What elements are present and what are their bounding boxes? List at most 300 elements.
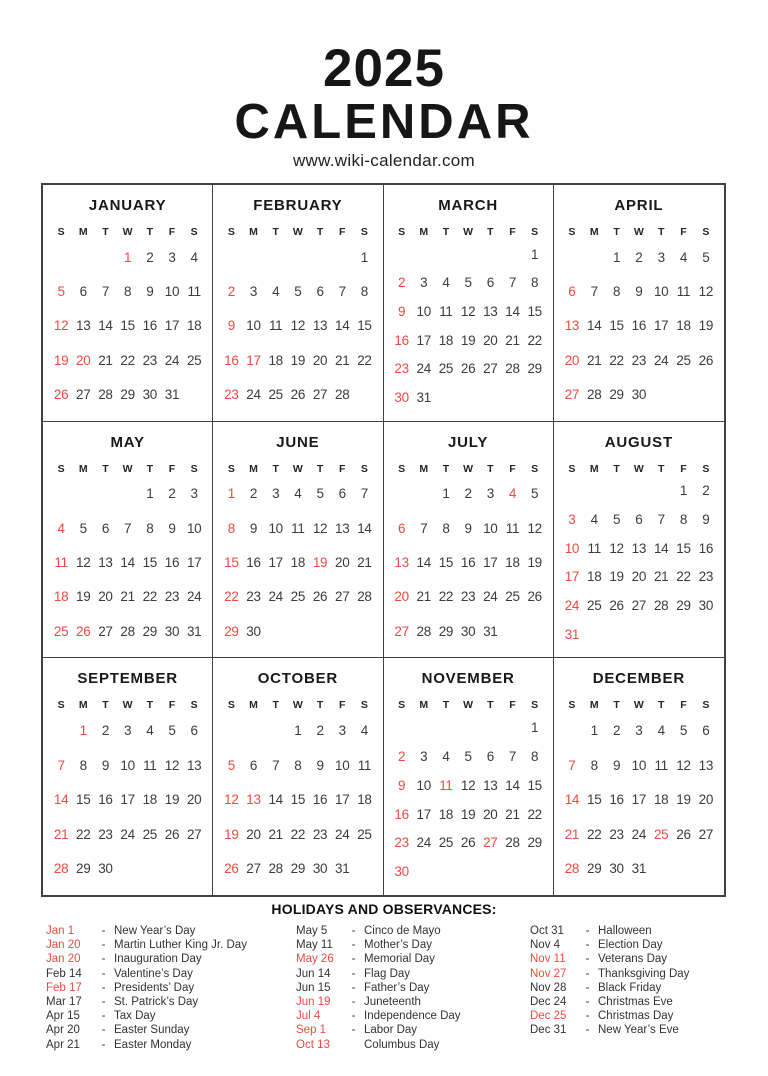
weekday-header: S [57, 226, 65, 238]
date-cell: 17 [631, 792, 647, 808]
date-cell: 9 [635, 283, 643, 299]
month-name: MAY [110, 433, 145, 451]
date-cell: 18 [357, 792, 372, 808]
date-cell: 21 [335, 352, 350, 368]
week-row [391, 511, 546, 545]
date-cell: 8 [590, 757, 598, 773]
date-cell: 12 [676, 757, 691, 773]
weekday-header: M [249, 699, 258, 712]
date-cell: 6 [249, 757, 258, 773]
date-cell: 23 [631, 352, 647, 368]
date-cell: 25 [587, 597, 602, 613]
date-cell: 2 [397, 749, 406, 764]
weekday-header: T [102, 462, 109, 475]
date-cell: 10 [164, 283, 180, 299]
month-name: APRIL [614, 197, 664, 214]
holiday-dash: - [101, 953, 106, 966]
date-cell: 29 [290, 861, 306, 877]
holiday-dash: - [351, 1024, 356, 1037]
date-cell: 12 [224, 792, 239, 808]
holiday-name: Tax Day [114, 1010, 156, 1023]
week-row [561, 713, 717, 748]
weeks [391, 240, 546, 412]
date-cell: 13 [186, 757, 202, 773]
date-cell: 29 [224, 623, 239, 639]
date-cell: 7 [101, 283, 110, 299]
holiday-date: Mar 17 [46, 996, 82, 1009]
date-cell: 25 [357, 826, 372, 842]
week-row [50, 274, 205, 308]
weekday-header: S [57, 699, 65, 712]
date-cell: 26 [224, 861, 239, 877]
date-cell: 4 [442, 749, 450, 764]
date-cell: 22 [290, 826, 306, 842]
date-cell: 19 [290, 352, 306, 368]
date-cell: 1 [442, 486, 450, 502]
holiday-name: Columbus Day [364, 1038, 440, 1051]
holiday-row [296, 1038, 530, 1052]
week-row [391, 580, 546, 614]
holiday-date: Apr 21 [46, 1038, 80, 1051]
date-cell: 31 [564, 626, 580, 642]
month-name: JULY [448, 433, 489, 451]
holiday-name: Easter Sunday [114, 1024, 190, 1037]
holiday-name: Flag Day [364, 967, 411, 980]
date-cell: 2 [146, 249, 154, 265]
week-row [561, 620, 717, 649]
date-cell: 26 [676, 826, 691, 842]
date-cell: 22 [438, 589, 454, 605]
date-cell: 9 [146, 283, 154, 299]
date-cell: 18 [676, 318, 691, 334]
date-cell: 28 [587, 386, 602, 402]
date-cell: 19 [527, 554, 542, 570]
holiday-row [530, 952, 750, 966]
date-cell: 22 [676, 569, 691, 585]
holiday-row [46, 1009, 296, 1023]
date-cell: 11 [143, 757, 157, 773]
date-cell: 29 [527, 835, 542, 851]
holiday-dash: - [351, 1010, 356, 1023]
holiday-row [46, 938, 296, 952]
date-cell: 18 [53, 589, 69, 605]
holiday-row [530, 924, 750, 938]
weekday-header: S [360, 462, 368, 475]
holiday-date: Jun 19 [296, 996, 331, 1009]
week-row [391, 828, 546, 857]
date-cell: 16 [98, 792, 113, 808]
date-cell: 2 [464, 486, 472, 502]
date-cell: 5 [612, 512, 621, 528]
date-cell: 7 [568, 757, 576, 773]
weekday-header: F [339, 462, 346, 475]
date-cell: 14 [268, 792, 283, 808]
weekday-header: T [146, 699, 153, 712]
holiday-row [46, 924, 296, 938]
date-cell: 12 [698, 283, 714, 299]
date-cell: 16 [224, 352, 239, 368]
month-name: JANUARY [88, 197, 167, 214]
date-cell: 14 [587, 318, 602, 334]
weekday-header: S [702, 462, 710, 475]
month-november [384, 658, 554, 895]
weeks [391, 477, 546, 649]
date-cell: 15 [76, 792, 91, 808]
holiday-row [296, 981, 530, 995]
holiday-date: May 5 [296, 925, 328, 937]
date-cell: 24 [246, 386, 261, 402]
holiday-date: Sep 1 [296, 1024, 327, 1037]
holiday-row [530, 1009, 750, 1023]
date-cell: 26 [76, 623, 91, 639]
week-row [220, 274, 375, 308]
weekday-header: S [531, 699, 539, 712]
weekday-header: T [442, 462, 450, 475]
date-cell: 12 [460, 304, 476, 320]
date-cell: 8 [531, 275, 539, 291]
week-row [391, 771, 546, 800]
date-cell: 26 [312, 589, 328, 605]
date-cell: 23 [164, 589, 180, 605]
month-june [213, 422, 383, 659]
week-row [561, 505, 717, 534]
date-cell: 2 [702, 483, 710, 499]
date-cell: 18 [438, 332, 454, 348]
date-cell: 19 [460, 806, 476, 822]
date-cell: 29 [76, 861, 91, 877]
date-cell: 17 [416, 332, 431, 348]
holiday-row [530, 967, 750, 981]
date-cell: 9 [249, 520, 258, 536]
holiday-row [46, 981, 296, 995]
weekday-header: M [419, 462, 429, 475]
date-cell: 27 [246, 861, 261, 877]
weekday-header: W [633, 226, 644, 238]
holiday-dash: - [101, 1024, 106, 1037]
date-cell: 10 [564, 540, 580, 556]
weekday-header: T [272, 462, 279, 475]
date-cell: 24 [164, 352, 180, 368]
weeks [220, 713, 375, 886]
weekday-header: F [680, 699, 687, 712]
date-cell: 25 [268, 386, 283, 402]
holiday-name: Thanksgiving Day [598, 967, 690, 980]
month-january [43, 185, 213, 422]
weekday-header: S [398, 699, 406, 712]
date-cell: 13 [631, 540, 647, 556]
date-cell: 30 [142, 386, 157, 402]
date-cell: 5 [531, 486, 539, 502]
date-cell: 30 [98, 861, 113, 877]
date-cell: 21 [505, 806, 520, 822]
date-cell: 1 [590, 723, 598, 739]
date-cell: 14 [564, 792, 580, 808]
date-cell: 18 [290, 554, 306, 570]
date-cell: 20 [394, 589, 409, 605]
holiday-name: Juneteenth [364, 996, 421, 1009]
weekday-header: T [613, 699, 620, 712]
holiday-dash: - [585, 967, 590, 980]
date-cell: 8 [227, 520, 235, 536]
date-cell: 13 [335, 520, 350, 536]
weekday-header: S [531, 462, 539, 475]
week-row [391, 297, 546, 326]
date-cell: 6 [702, 723, 710, 739]
holiday-date: Nov 28 [530, 981, 567, 994]
holiday-date: Dec 24 [530, 996, 567, 1009]
weekday-header: S [227, 226, 235, 238]
weeks [220, 240, 375, 412]
date-cell: 6 [568, 283, 576, 299]
holiday-dash: - [101, 1038, 106, 1051]
date-cell: 7 [360, 486, 369, 502]
date-cell: 22 [527, 332, 542, 348]
holiday-dash: - [351, 925, 356, 937]
weekday-header: F [680, 462, 687, 475]
date-cell: 8 [146, 520, 154, 536]
date-cell: 27 [394, 623, 409, 639]
holiday-date: Dec 31 [530, 1024, 567, 1037]
date-cell: 19 [76, 589, 91, 605]
week-row [561, 817, 717, 852]
date-cell: 13 [312, 318, 328, 334]
holiday-date: May 11 [296, 939, 333, 952]
date-cell: 16 [142, 318, 157, 334]
holiday-dash: - [101, 925, 106, 937]
date-cell: 16 [460, 554, 476, 570]
date-cell: 28 [335, 386, 350, 402]
date-cell: 7 [657, 512, 665, 528]
date-cell: 17 [120, 792, 135, 808]
week-row [220, 713, 375, 748]
holiday-date: Jan 20 [46, 953, 81, 966]
date-cell: 15 [676, 540, 691, 556]
weekday-header: T [146, 462, 153, 475]
week-row [50, 580, 205, 614]
date-cell: 4 [508, 486, 517, 502]
date-cell: 24 [120, 826, 135, 842]
date-cell: 28 [357, 589, 372, 605]
weeks [561, 240, 717, 412]
holiday-name: Mother’s Day [364, 939, 432, 952]
date-cell: 30 [394, 864, 409, 880]
holiday-name: Memorial Day [364, 953, 435, 966]
date-cell: 24 [268, 589, 283, 605]
date-cell: 2 [316, 723, 324, 739]
weekday-header: T [657, 226, 665, 238]
weekday-header: M [419, 699, 429, 712]
date-cell: 27 [312, 386, 328, 402]
date-cell: 30 [246, 623, 261, 639]
holiday-dash: - [351, 939, 356, 952]
date-cell: 16 [394, 332, 409, 348]
date-cell: 12 [460, 777, 476, 793]
holidays-title: HOLIDAYS AND OBSERVANCES: [271, 901, 497, 917]
date-cell: 15 [357, 318, 372, 334]
date-cell: 8 [679, 512, 688, 528]
date-cell: 20 [564, 352, 580, 368]
weekday-header: F [509, 462, 516, 475]
date-cell: 26 [609, 597, 624, 613]
date-cell: 1 [146, 486, 154, 502]
weekday-header-row [391, 699, 546, 711]
date-cell: 11 [54, 554, 68, 570]
month-name: AUGUST [604, 433, 673, 451]
holiday-dash: - [101, 996, 106, 1009]
month-april [554, 185, 724, 422]
date-cell: 11 [357, 757, 372, 773]
holiday-name: New Year’s Day [114, 925, 196, 937]
date-cell: 10 [483, 520, 498, 536]
date-cell: 10 [416, 304, 431, 320]
date-cell: 20 [76, 352, 91, 368]
date-cell: 26 [460, 361, 476, 377]
week-row [220, 240, 375, 274]
date-cell: 3 [249, 283, 258, 299]
holiday-dash: - [585, 981, 590, 994]
holiday-dash: - [585, 1010, 590, 1023]
date-cell: 16 [698, 540, 714, 556]
date-cell: 28 [653, 597, 669, 613]
date-cell: 20 [186, 792, 202, 808]
date-cell: 13 [483, 304, 498, 320]
date-cell: 20 [631, 569, 647, 585]
date-cell: 19 [224, 826, 239, 842]
date-cell: 11 [439, 304, 453, 320]
week-row [391, 354, 546, 383]
weekday-header: S [531, 226, 539, 238]
date-cell: 9 [101, 757, 110, 773]
weekday-header-row [220, 463, 375, 475]
weekday-header: S [398, 226, 406, 238]
date-cell: 16 [631, 318, 647, 334]
holiday-name: St. Patrick’s Day [114, 996, 199, 1009]
week-row [561, 562, 717, 591]
weekday-header: T [316, 699, 324, 712]
date-cell: 1 [531, 246, 539, 262]
holiday-name: Independence Day [364, 1010, 461, 1023]
date-cell: 23 [246, 589, 261, 605]
date-cell: 17 [416, 806, 431, 822]
date-cell: 1 [294, 723, 302, 739]
week-row [220, 309, 375, 343]
date-cell: 5 [57, 283, 65, 299]
date-cell: 3 [657, 249, 665, 265]
date-cell: 21 [98, 352, 113, 368]
date-cell: 12 [76, 554, 91, 570]
week-row [391, 477, 546, 511]
date-cell: 28 [416, 623, 431, 639]
date-cell: 15 [609, 318, 624, 334]
date-cell: 7 [508, 275, 517, 291]
date-cell: 21 [564, 826, 580, 842]
date-cell: 28 [120, 623, 135, 639]
month-name: SEPTEMBER [77, 670, 178, 688]
date-cell: 7 [272, 757, 280, 773]
weeks [391, 713, 546, 886]
month-july [384, 422, 554, 659]
weekday-header: S [568, 462, 576, 475]
date-cell: 20 [312, 352, 328, 368]
date-cell: 22 [527, 806, 542, 822]
date-cell: 15 [142, 554, 157, 570]
date-cell: 31 [335, 861, 350, 877]
week-row [50, 748, 205, 783]
date-cell: 9 [702, 512, 710, 528]
date-cell: 3 [635, 723, 643, 739]
week-row [391, 240, 546, 269]
date-cell: 6 [316, 283, 324, 299]
holiday-name: Black Friday [598, 981, 662, 994]
date-cell: 3 [420, 275, 428, 291]
week-row [220, 748, 375, 783]
title-block [0, 39, 768, 171]
date-cell: 28 [505, 361, 520, 377]
week-row [220, 782, 375, 817]
date-cell: 6 [101, 520, 110, 536]
date-cell: 17 [335, 792, 350, 808]
date-cell: 11 [505, 520, 520, 536]
weeks [561, 713, 717, 886]
holiday-column-1 [46, 924, 296, 1052]
month-name: FEBRUARY [253, 197, 343, 214]
date-cell: 22 [76, 826, 91, 842]
date-cell: 6 [338, 486, 346, 502]
week-row [561, 343, 717, 377]
date-cell: 4 [590, 512, 598, 528]
week-row [391, 857, 546, 886]
holiday-date: Jan 20 [46, 939, 81, 952]
date-cell: 6 [486, 749, 494, 764]
date-cell: 22 [609, 352, 624, 368]
date-cell: 14 [98, 318, 113, 334]
weeks [561, 477, 717, 649]
date-cell: 10 [246, 318, 261, 334]
date-cell: 11 [187, 283, 201, 299]
week-row [220, 377, 375, 411]
date-cell: 17 [268, 554, 283, 570]
date-cell: 22 [224, 589, 239, 605]
holiday-dash: - [351, 981, 356, 994]
date-cell: 26 [527, 589, 542, 605]
date-cell: 2 [612, 723, 621, 739]
month-may [43, 422, 213, 659]
date-cell: 23 [698, 569, 714, 585]
year-title: 2025 [323, 39, 445, 98]
date-cell: 4 [272, 283, 280, 299]
week-row [561, 477, 717, 506]
week-row [391, 614, 546, 648]
month-february [213, 185, 383, 422]
date-cell: 12 [164, 757, 180, 773]
weekday-header-row [220, 699, 375, 711]
date-cell: 5 [79, 520, 87, 536]
week-row [50, 817, 205, 852]
date-cell: 17 [164, 318, 180, 334]
holiday-name: Presidents’ Day [114, 981, 195, 994]
date-cell: 19 [698, 318, 714, 334]
date-cell: 4 [442, 275, 450, 291]
date-cell: 16 [394, 806, 409, 822]
date-cell: 30 [164, 623, 180, 639]
date-cell: 9 [464, 520, 472, 536]
date-cell: 22 [120, 352, 135, 368]
date-cell: 1 [124, 249, 132, 265]
holiday-dash: - [101, 981, 106, 994]
date-cell: 5 [168, 723, 176, 739]
holiday-dash: - [101, 1010, 106, 1023]
holiday-row [296, 924, 530, 938]
